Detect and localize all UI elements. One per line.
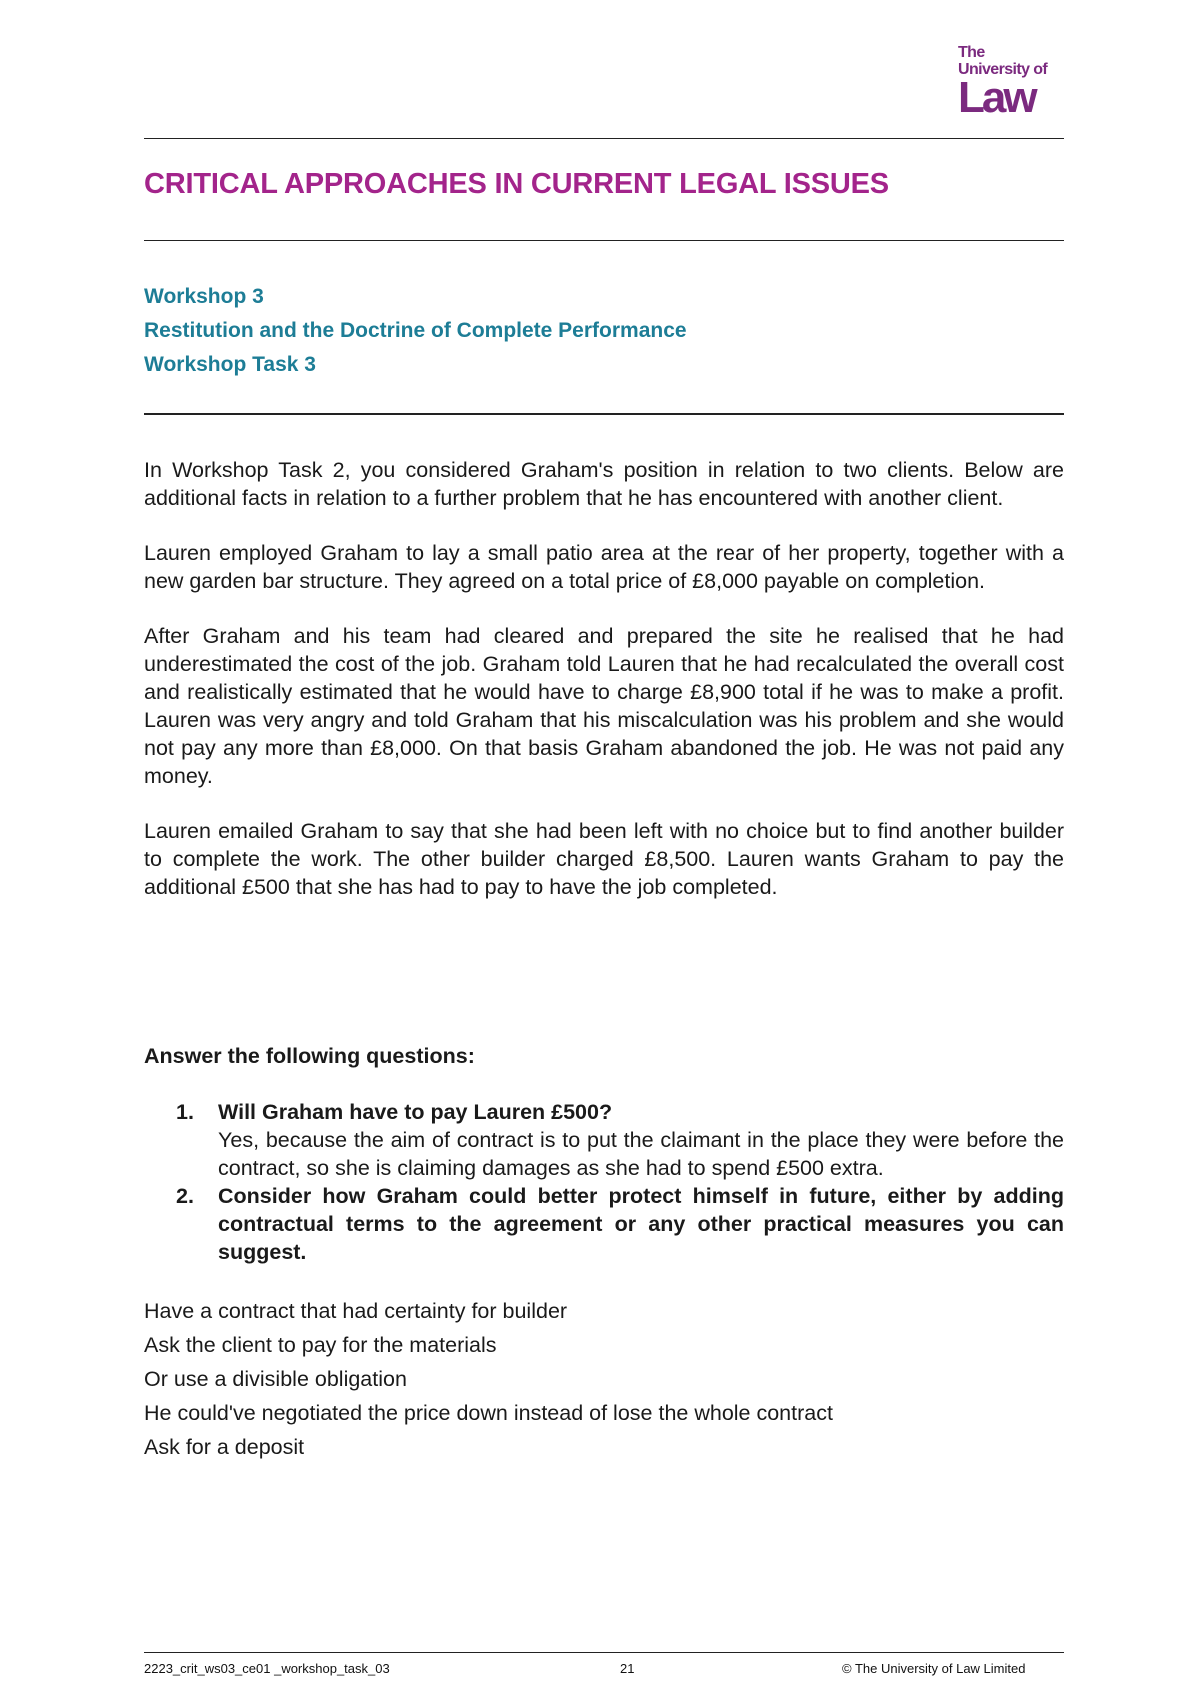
logo-line-2: University of [958, 61, 1048, 78]
footer-divider [144, 1652, 1064, 1653]
question-text: Will Graham have to pay Lauren £500? [218, 1100, 613, 1124]
footer-copyright: © The University of Law Limited [842, 1661, 1026, 1676]
question-number: 1. [176, 1100, 194, 1124]
note-item: He could've negotiated the price down instead of lose the whole contract [144, 1401, 833, 1425]
logo-line-1: The [958, 44, 985, 61]
paragraph-intro: In Workshop Task 2, you considered Graham's position in relation to two clients. Below are additional facts in relation to a further problem that he has encountered with another client. [144, 458, 1064, 510]
question-number: 2. [176, 1184, 194, 1208]
header-divider [144, 138, 1064, 139]
section-divider [144, 413, 1064, 415]
paragraph-dispute: After Graham and his team had cleared and prepared the site he realised that he had underestimated the cost of the job. Graham told Lauren that he had recalculated the overall cost and realistically estimated that he would have to charge £8,900 total if he was to make a profit. Lauren was very angry and told Graham that his miscalculation was his problem and she would not pay any more than £8,000. On that basis Graham abandoned the job. He was not paid any money. [144, 624, 1064, 788]
paragraph-claim: Lauren emailed Graham to say that she had been left with no choice but to find another builder to complete the work. The other builder charged £8,500. Lauren wants Graham to pay the additional £500 that she has had to pay to have the job completed. [144, 819, 1064, 899]
topic-heading: Restitution and the Doctrine of Complete Performance [144, 319, 687, 342]
task-heading: Workshop Task 3 [144, 353, 316, 376]
footer-page-number: 21 [620, 1661, 635, 1676]
university-logo [958, 44, 1058, 124]
note-item: Ask the client to pay for the materials [144, 1333, 497, 1357]
answer-notes [144, 1294, 1064, 1464]
scenario-text [144, 456, 1064, 928]
document-title: CRITICAL APPROACHES IN CURRENT LEGAL ISSUES [144, 168, 889, 200]
logo-line-3: Law [958, 73, 1035, 122]
note-item: Have a contract that had certainty for builder [144, 1299, 568, 1323]
paragraph-agreement: Lauren employed Graham to lay a small patio area at the rear of her property, together with a new garden bar structure. They agreed on a total price of £8,000 payable on completion. [144, 541, 1064, 593]
question-item [144, 1182, 1064, 1266]
answer-intro: Answer the following questions: [144, 1044, 475, 1068]
footer-doc-ref: 2223_crit_ws03_ce01 _workshop_task_03 [144, 1661, 390, 1676]
note-item: Ask for a deposit [144, 1435, 305, 1459]
question-item [144, 1098, 1064, 1182]
note-item: Or use a divisible obligation [144, 1367, 407, 1391]
title-divider [144, 240, 1064, 241]
question-list [144, 1098, 1064, 1266]
workshop-heading: Workshop 3 [144, 285, 264, 308]
question-answer: Yes, because the aim of contract is to put the claimant in the place they were before the contract, so she is claiming damages as she had to spend £500 extra. [218, 1128, 1064, 1180]
question-text: Consider how Graham could better protect himself in future, either by adding contractual terms to the agreement or any other practical measures you can suggest. [218, 1184, 1064, 1264]
